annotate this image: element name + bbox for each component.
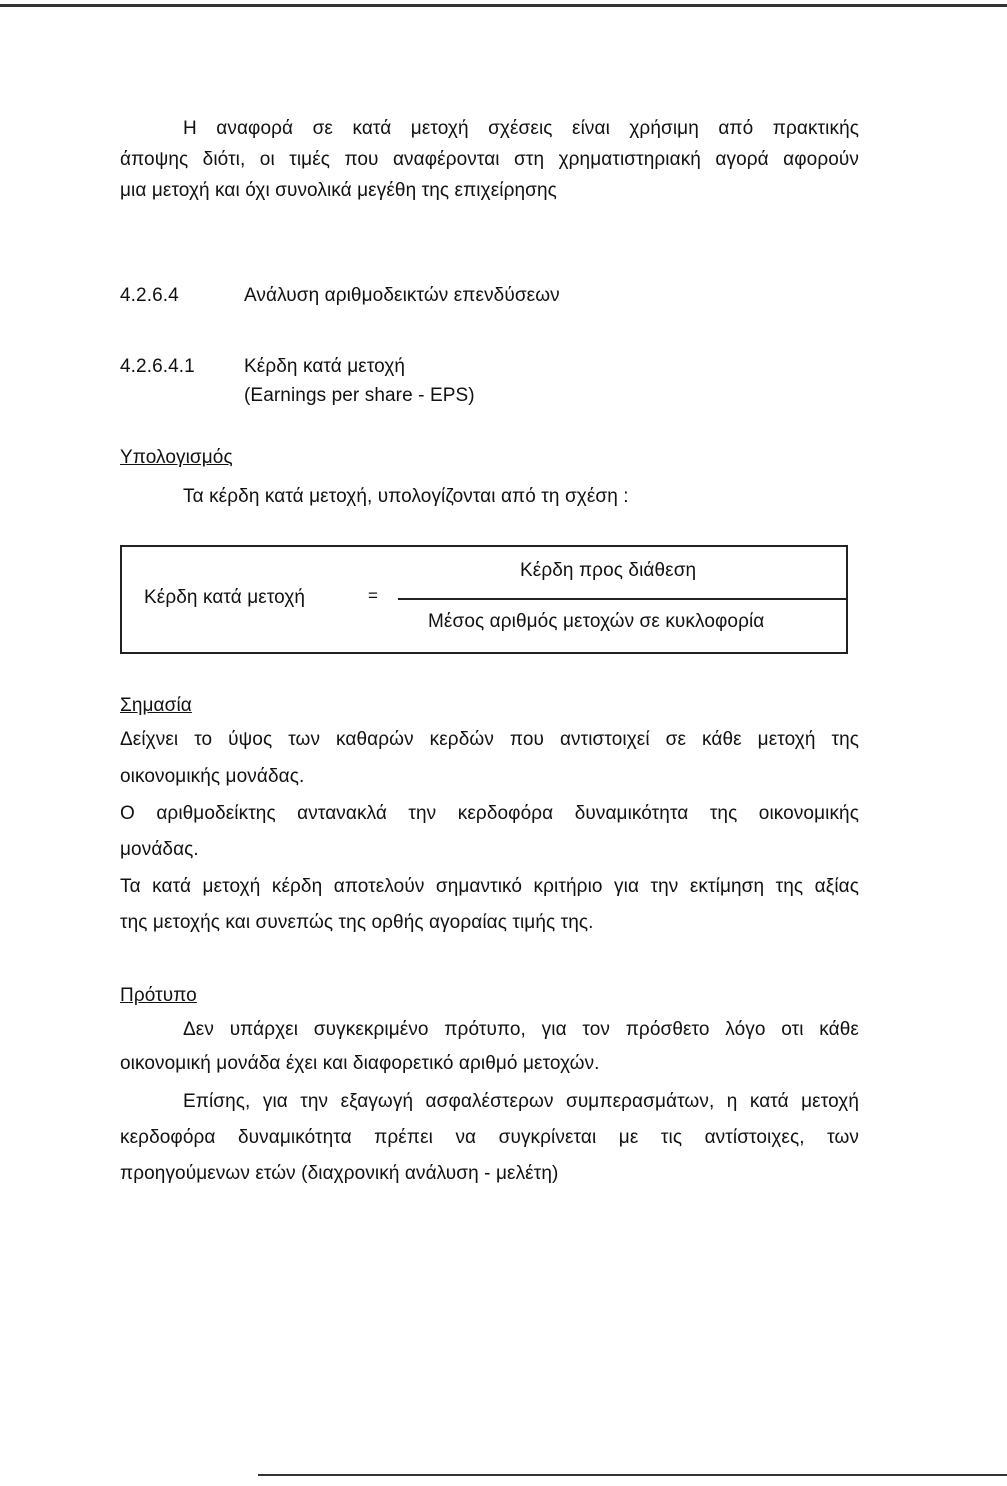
calculation-text: Τα κέρδη κατά μετοχή, υπολογίζονται από τη σχέση : — [183, 486, 629, 507]
standard-line-2: οικονομική μονάδα έχει και διαφορετικό αριθμό μετοχών. — [120, 1053, 600, 1074]
bottom-rule — [258, 1474, 1007, 1476]
formula-lhs: Κέρδη κατά μετοχή — [144, 587, 306, 608]
standard-line-4: κερδοφόρα δυναμικότητα πρέπει να συγκρίνεται με τις αντίστοιχες, των — [120, 1127, 859, 1148]
section-title: Ανάλυση αριθμοδεικτών επενδύσεων — [244, 285, 560, 306]
formula-numerator: Κέρδη προς διάθεση — [520, 560, 697, 581]
subsection-number: 4.2.6.4.1 — [120, 356, 195, 377]
standard-line-5: προηγούμενων ετών (διαχρονική ανάλυση - μελέτη) — [120, 1163, 559, 1184]
significance-line-1: Δείχνει το ύψος των καθαρών κερδών που αντιστοιχεί σε κάθε μετοχή της — [120, 729, 859, 750]
standard-heading: Πρότυπο — [120, 985, 197, 1006]
top-rule — [0, 4, 1007, 7]
significance-line-3: Ο αριθμοδείκτης αντανακλά την κερδοφόρα δυναμικότητα της οικονομικής — [120, 803, 859, 824]
section-number: 4.2.6.4 — [120, 285, 179, 306]
calculation-heading: Υπολογισμός — [120, 447, 233, 468]
significance-line-5: Τα κατά μετοχή κέρδη αποτελούν σημαντικό κριτήριο για την εκτίμηση της αξίας — [120, 876, 859, 897]
fraction-line — [398, 598, 846, 600]
significance-heading: Σημασία — [120, 695, 192, 716]
formula-equals: = — [368, 586, 379, 605]
intro-line-1: Η αναφορά σε κατά μετοχή σχέσεις είναι χρήσιμη από πρακτικής — [183, 118, 859, 139]
intro-line-2: άποψης διότι, οι τιμές που αναφέρονται στη χρηματιστηριακή αγορά αφορούν — [120, 149, 859, 170]
standard-line-1: Δεν υπάρχει συγκεκριμένο πρότυπο, για τον πρόσθετο λόγο οτι κάθε — [183, 1019, 859, 1040]
significance-line-4: μονάδας. — [120, 839, 199, 860]
significance-line-6: της μετοχής και συνεπώς της ορθής αγοραίας τιμής της. — [120, 912, 594, 933]
formula-denominator: Μέσος αριθμός μετοχών σε κυκλοφορία — [428, 611, 765, 632]
significance-line-2: οικονομικής μονάδας. — [120, 766, 305, 787]
intro-line-3: μια μετοχή και όχι συνολικά μεγέθη της επιχείρησης — [120, 180, 557, 201]
subsection-title: Κέρδη κατά μετοχή — [244, 356, 406, 377]
standard-line-3: Επίσης, για την εξαγωγή ασφαλέστερων συμπερασμάτων, η κατά μετοχή — [183, 1091, 859, 1112]
subsection-subtitle: (Earnings per share - EPS) — [244, 385, 475, 406]
